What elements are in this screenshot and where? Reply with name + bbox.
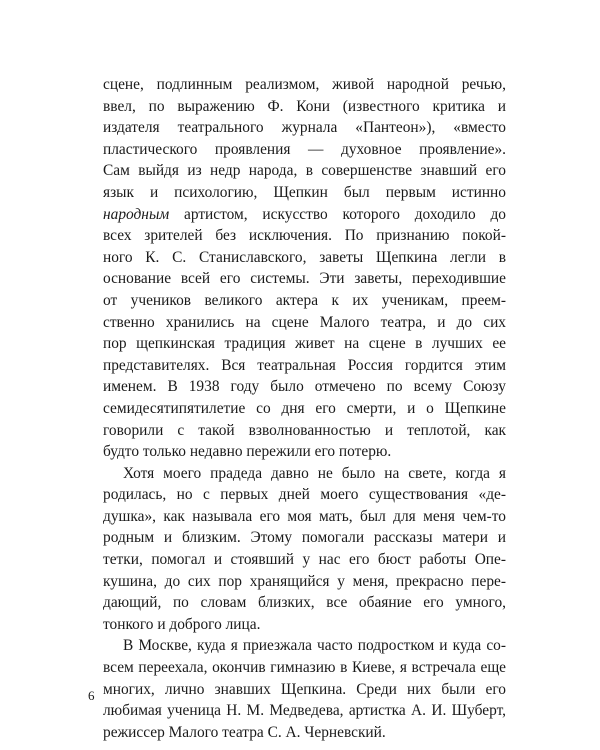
text-line: язык и психологию, Щепкин был первым истинно xyxy=(103,183,506,201)
text-line: дающий, по словам близких, все обаяние его умного, xyxy=(103,594,506,612)
text-line: представителях. Вся театральная Россия гордится этим xyxy=(103,356,506,374)
text-line: тетки, помогал и стоявший у нас его бюст работы Опе- xyxy=(103,551,506,569)
text-line: Хотя моего прадеда давно не было на свете, когда я xyxy=(123,464,506,482)
text-line: от учеников великого актера к их ученикам, преем- xyxy=(103,291,506,309)
emphasized-word: народным xyxy=(103,205,170,223)
text-line: семидесятипятилетие со дня его смерти, и о Щепкине xyxy=(103,399,506,417)
text-line: тонкого и доброго лица. xyxy=(103,615,261,633)
body-text xyxy=(103,74,506,743)
text-line: ного К. С. Станиславского, заветы Щепкина легли в xyxy=(103,248,506,266)
text-line: В Москве, куда я приезжала часто подростком и куда со- xyxy=(123,637,506,655)
text-line: родным и близким. Этому помогали рассказы матери и xyxy=(103,529,506,547)
text-line: пор щепкинская традиция живет на сцене в лучших ее xyxy=(103,335,506,353)
text-line: Сам выйдя из недр народа, в совершенстве знавший его xyxy=(103,162,506,180)
text-line: кушина, до сих пор хранящийся у меня, прекрасно пере- xyxy=(103,572,506,590)
text-line: издателя театрального журнала «Пантеон»), «вместо xyxy=(103,119,506,137)
paragraph xyxy=(103,635,506,743)
text-line: народным артистом, искусство которого доходило до xyxy=(103,205,506,223)
page-number: 6 xyxy=(88,688,95,703)
text-line: пластического проявления — духовное проявление». xyxy=(103,140,506,158)
text-line: ственно хранились на сцене Малого театра, и до сих xyxy=(103,313,506,331)
text-line: любимая ученица Н. М. Медведева, артистка А. И. Шуберт, xyxy=(103,702,506,720)
text-line: всем переехала, окончив гимназию в Киеве, я встречала еще xyxy=(103,659,506,677)
text-line: режиссер Малого театра С. А. Черневский. xyxy=(103,723,386,741)
text-line: душка», как называла его моя мать, был для меня чем-то xyxy=(103,507,506,525)
text-line: ввел, по выражению Ф. Кони (известного критика и xyxy=(103,97,506,115)
paragraph xyxy=(103,463,506,636)
text-line: сцене, подлинным реализмом, живой народной речью, xyxy=(103,76,506,93)
text-line: будто только недавно пережили его потерю. xyxy=(103,443,392,461)
text-line: многих, лично знавших Щепкина. Среди них были его xyxy=(103,680,506,698)
text-line: именем. В 1938 году было отмечено по всему Союзу xyxy=(103,378,506,396)
paragraph xyxy=(103,74,506,463)
text-line: родилась, но с первых дней моего существования «де- xyxy=(103,486,506,504)
text-line: говорили с такой взволнованностью и теплотой, как xyxy=(103,421,506,439)
text-line: основание всей его системы. Эти заветы, переходившие xyxy=(103,270,506,288)
text-line: всех зрителей без исключения. По признанию покой- xyxy=(103,227,506,245)
